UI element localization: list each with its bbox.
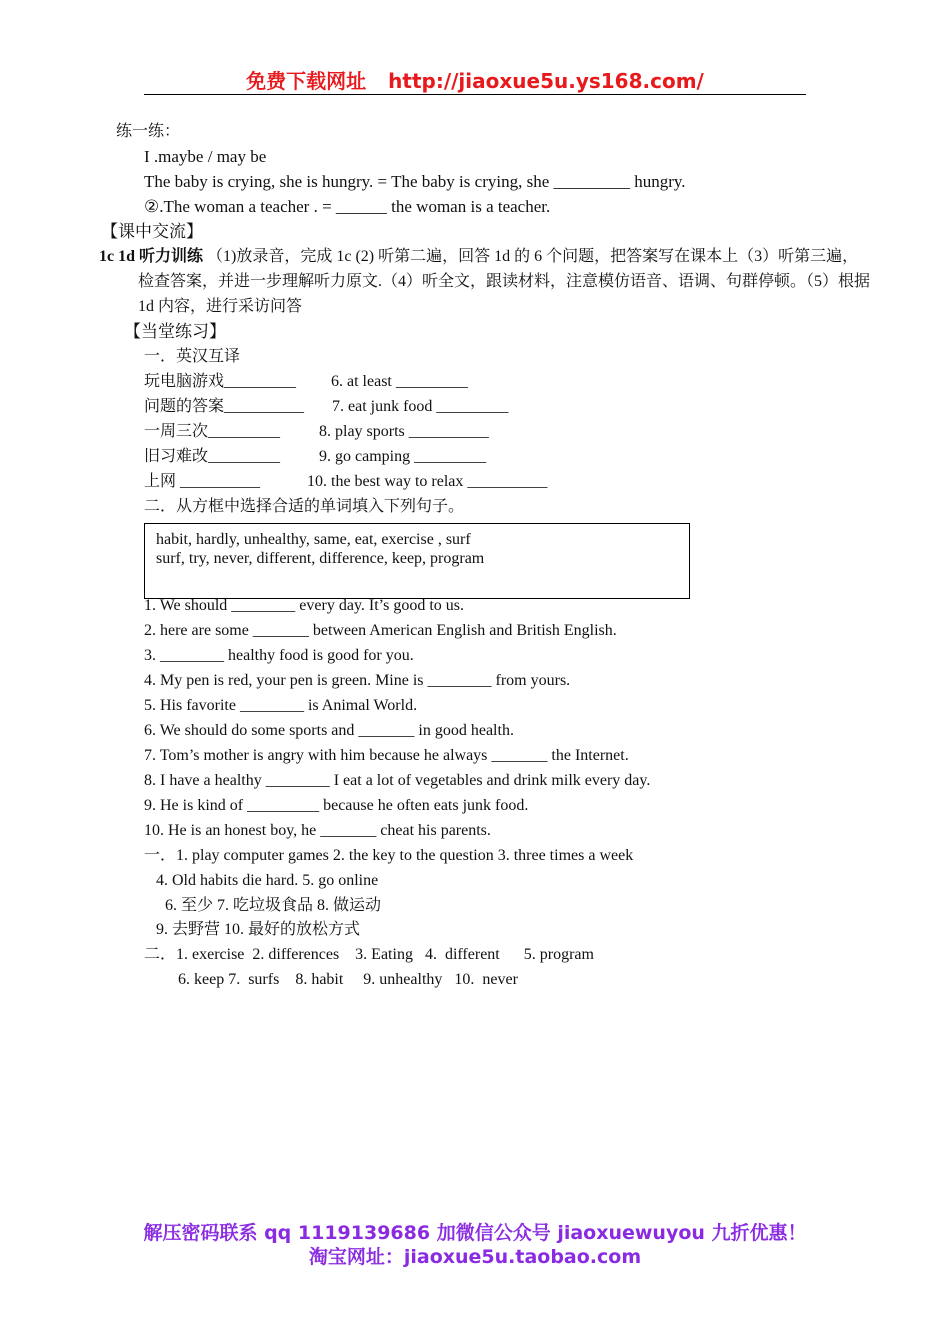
translate-left-item: 玩电脑游戏_________ xyxy=(144,373,297,390)
footer-taobao-link[interactable]: 淘宝网址：jiaoxue5u.taobao.com xyxy=(308,1246,642,1268)
sentence-item: 5. His favorite ________ is Animal World. xyxy=(144,697,418,714)
footer-contact: 解压密码联系 qq 1119139686 加微信公众号 jiaoxuewuyou 九折优惠！ xyxy=(143,1222,807,1244)
sentence-item: 10. He is an honest boy, he _______ cheat his parents. xyxy=(144,822,491,839)
part2-title: 二．从方框中选择合适的单词填入下列句子。 xyxy=(144,498,465,515)
exchange-line2: 检查答案，并进一步理解听力原文.（4）听全文，跟读材料，注意模仿语音、语调、句群停顿。（5）根据 xyxy=(138,273,871,290)
header-label: 免费下载网址 xyxy=(246,69,367,93)
intro-item2-sentence: ②.The woman a teacher . = ______ the woman is a teacher. xyxy=(144,197,551,216)
translate-left-item: 上网 __________ xyxy=(144,473,261,490)
part1-title: 一．英汉互译 xyxy=(144,348,241,365)
sentence-item: 7. Tom’s mother is angry with him because he always _______ the Internet. xyxy=(144,747,629,764)
sentence-item: 8. I have a healthy ________ I eat a lot of vegetables and drink milk every day. xyxy=(144,772,651,789)
intro-heading: 练一练： xyxy=(116,123,181,140)
translate-right-item: 9. go camping _________ xyxy=(319,448,487,465)
answer-line: 6. 至少 7. 吃垃圾食品 8. 做运动 xyxy=(165,897,382,914)
translate-right-item: 8. play sports __________ xyxy=(319,423,489,440)
sentence-item: 2. here are some _______ between American English and British English. xyxy=(144,622,617,639)
exchange-line1-rest: （1)放录音，完成 1c (2) 听第二遍，回答 1d 的 6 个问题，把答案写在课本上（3）听第三遍， xyxy=(207,248,859,265)
answer-line: 6. keep 7. surfs 8. habit 9. unhealthy 10. never xyxy=(178,971,518,988)
sentence-item: 4. My pen is red, your pen is green. Mine is ________ from yours. xyxy=(144,672,571,689)
translate-left-item: 旧习难改_________ xyxy=(144,448,281,465)
translate-left-item: 一周三次_________ xyxy=(144,423,281,440)
answer-line: 4. Old habits die hard. 5. go online xyxy=(156,872,379,889)
exchange-line1 xyxy=(99,246,858,268)
intro-item1-title: I .maybe / may be xyxy=(144,147,267,166)
answer-line: 9. 去野营 10. 最好的放松方式 xyxy=(156,921,361,938)
page-header xyxy=(144,68,806,95)
answer-line: 二．1. exercise 2. differences 3. Eating 4. different 5. program xyxy=(144,946,594,963)
word-box-line: surf, try, never, different, difference, keep, program xyxy=(156,550,485,567)
translate-right-item: 6. at least _________ xyxy=(331,373,468,390)
translate-left-item: 问题的答案__________ xyxy=(144,398,305,415)
sentence-item: 1. We should ________ every day. It’s good to us. xyxy=(144,597,465,614)
intro-item1-sentence: The baby is crying, she is hungry. = The baby is crying, she _________ hungry. xyxy=(144,172,686,191)
sentence-item: 3. ________ healthy food is good for you. xyxy=(144,647,414,664)
answer-line: 一．1. play computer games 2. the key to the question 3. three times a week xyxy=(144,847,634,864)
sentence-item: 6. We should do some sports and _______ in good health. xyxy=(144,722,514,739)
translate-right-item: 7. eat junk food _________ xyxy=(332,398,509,415)
word-box-line: habit, hardly, unhealthy, same, eat, exercise , surf xyxy=(156,531,471,548)
sentence-item: 9. He is kind of _________ because he often eats junk food. xyxy=(144,797,529,814)
translate-right-item: 10. the best way to relax __________ xyxy=(307,473,548,490)
practice-heading: 【当堂练习】 xyxy=(124,322,226,341)
header-url-link[interactable]: http://jiaoxue5u.ys168.com/ xyxy=(388,69,704,93)
exchange-lead: 1c 1d 听力训练 xyxy=(99,248,204,265)
exchange-heading: 【课中交流】 xyxy=(101,222,203,241)
exchange-line3: 1d 内容，进行采访问答 xyxy=(138,298,303,315)
